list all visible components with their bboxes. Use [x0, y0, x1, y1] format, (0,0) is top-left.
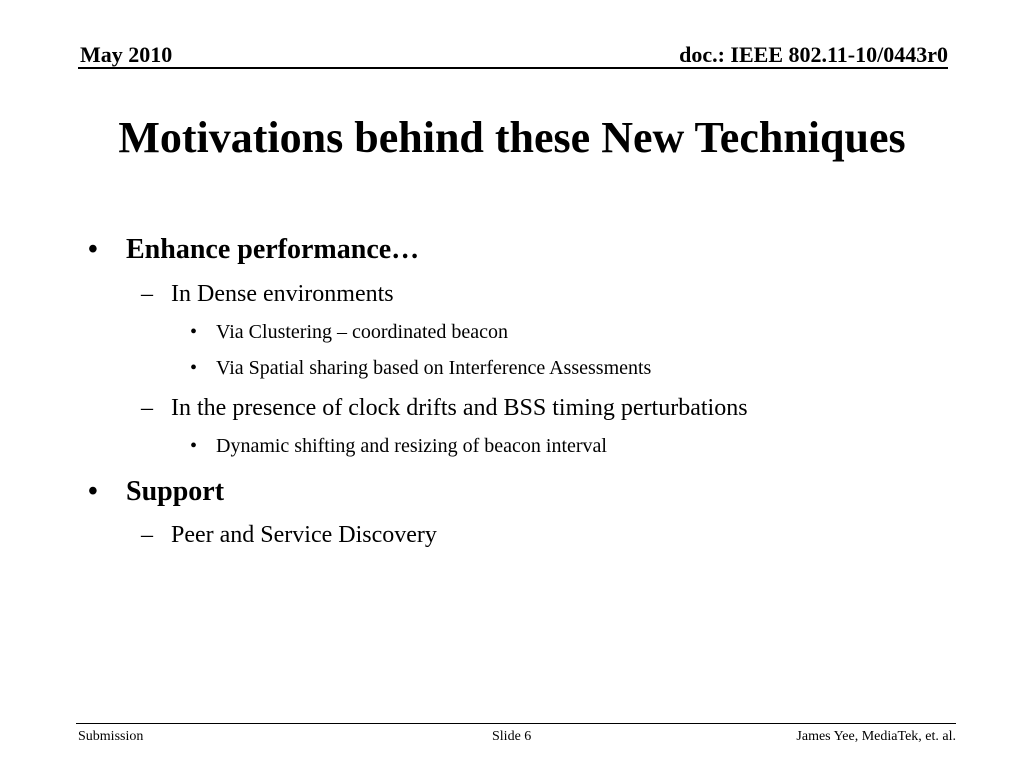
header-doc-number: doc.: IEEE 802.11-10/0443r0	[679, 42, 948, 67]
bullet-marker: •	[190, 435, 198, 457]
header-date: May 2010	[80, 42, 173, 67]
bullet-marker: •	[190, 357, 198, 379]
bullet-marker: •	[190, 321, 198, 343]
bullet-text: Dynamic shifting and resizing of beacon interval	[216, 435, 607, 457]
footer-author: James Yee, MediaTek, et. al.	[796, 729, 956, 744]
slide-title: Motivations behind these New Techniques	[118, 113, 906, 162]
bullet-marker: •	[88, 234, 98, 265]
bullet-marker: –	[141, 395, 153, 421]
bullet-item	[88, 476, 225, 508]
bullet-item	[141, 521, 437, 549]
bullet-marker: •	[88, 476, 98, 507]
bullet-item	[88, 234, 420, 266]
bullet-text: In Dense environments	[171, 281, 394, 307]
bullet-text: Peer and Service Discovery	[171, 522, 437, 548]
bullet-item	[190, 356, 652, 380]
bullet-marker: –	[141, 281, 153, 307]
footer-slide-number: Slide 6	[492, 729, 532, 744]
bullet-text: Via Clustering – coordinated beacon	[216, 321, 509, 343]
bullet-item	[190, 320, 509, 344]
bullet-text: Via Spatial sharing based on Interference Assessments	[216, 357, 652, 379]
header-divider	[78, 67, 948, 69]
bullet-marker: –	[141, 522, 153, 548]
bullet-text: Enhance performance…	[126, 234, 420, 265]
bullet-item	[190, 434, 607, 458]
bullet-text: Support	[126, 476, 225, 507]
bullet-item	[141, 394, 748, 422]
bullet-text: In the presence of clock drifts and BSS timing perturbations	[171, 395, 748, 421]
bullet-item	[141, 280, 394, 308]
footer-submission: Submission	[78, 729, 144, 744]
footer-divider	[76, 723, 956, 724]
